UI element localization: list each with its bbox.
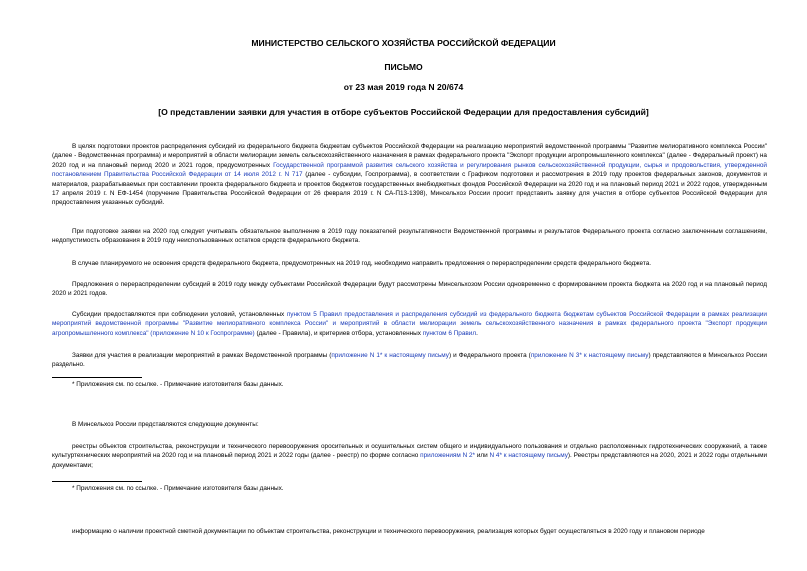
paragraph-8-text-b: или <box>475 452 490 460</box>
paragraph-3: В случае планируемого не освоения средств федерального бюджета, предусмотренных на 2019 год, необходимо направить предложения о перераспределении средств федерального бюджета. <box>72 260 652 267</box>
link-rules-point-6[interactable]: пунктом 6 Правил <box>422 329 477 337</box>
ministry-title: МИНИСТЕРСТВО СЕЛЬСКОГО ХОЗЯЙСТВА РОССИЙСКОЙ ФЕДЕРАЦИИ <box>251 38 556 48</box>
footnote-2: * Приложения см. по ссылке. - Примечание изготовителя базы данных. <box>72 485 284 492</box>
paragraph-6-text-b: ) и Федерального проекта ( <box>448 352 531 359</box>
paragraph-8-text-a: реестры объектов строительства, реконструкции и технического перевооружения оросительных и осушительных систем общего и индивидуального пользования и отдельно расположенных гидротехнических сооружений, а также культуртехнических мероприятий на 2020 год и на плановый период 2021 и 2022 годы (далее - реестр) по форме согласно <box>52 443 767 460</box>
paragraph-6-text-a: Заявки для участия в реализации мероприятий в рамках Ведомственной программы ( <box>72 352 332 359</box>
footnote-1: * Приложения см. по ссылке. - Примечание изготовителя базы данных. <box>72 381 284 388</box>
link-rules-point-5[interactable]: пунктом 5 Правил предоставления и распределения субсидий из федерального бюджета бюджетам субъектов Российской Федерации в рамках реализации мероприятий ведомственной программы "Развитие мелиоративного комплекса России" и мероприятий в области мелиорации земель сельскохозяйственного назначения в рамках федерального проекта "Экспорт продукции агропромышленного комплекса" (приложение N 10 к Госпрограмме) <box>52 311 768 337</box>
paragraph-5-text-a: Субсидии предоставляются при соблюдении условий, установленных <box>72 311 287 318</box>
paragraph-4 <box>52 280 767 299</box>
document-type: ПИСЬМО <box>384 62 423 72</box>
link-appendix-3[interactable]: приложение N 3* к настоящему письму <box>530 352 649 359</box>
paragraph-6 <box>52 351 767 370</box>
paragraph-9: информацию о наличии проектной сметной документации по объектам строительства, реконструкции и технического перевооружения, реализация которых будет осуществляться в 2020 году и плановом периоде <box>72 528 705 535</box>
link-appendix-4[interactable]: N 4* к настоящему письму <box>489 452 568 460</box>
paragraph-1 <box>52 142 767 208</box>
footnote-divider <box>52 377 142 378</box>
document-date: от 23 мая 2019 года N 20/674 <box>343 82 464 92</box>
paragraph-8-text-c: ). Реестры представляются на 2020, 2021 и 2022 годы отдельными документами; <box>52 452 768 469</box>
paragraph-2: При подготовке заявки на 2020 год следует учитывать обязательное выполнение в 2019 году показателей результативности Ведомственной программы и результатов Федерального проекта согласно заключенным соглашениям, недопустимость образования в 2019 году неиспользованных остатков средств федерального бюджета. <box>52 228 767 245</box>
footnote-divider-2 <box>52 481 142 482</box>
paragraph-5-text-b: (далее - Правила), и критериев отбора, установленных <box>254 329 423 337</box>
paragraph-8 <box>52 442 767 470</box>
paragraph-7: В Минсельхоз России представляются следующие документы: <box>72 421 259 428</box>
link-appendix-2[interactable]: приложениям N 2* <box>420 452 476 460</box>
document-subject: [О представлении заявки для участия в отборе субъектов Российской Федерации для предоставления субсидий] <box>158 107 649 117</box>
link-appendix-1[interactable]: приложение N 1* к настоящему письму <box>331 352 449 359</box>
paragraph-5 <box>52 310 767 338</box>
paragraph-6-text-c: ) представляются в Минсельхоз России раздельно. <box>52 352 768 369</box>
paragraph-1-text-b: (далее - субсидии, Госпрограмма), в соответствии с Графиком подготовки и рассмотрения в 2019 году проектов федеральных законов, документов и материалов, разрабатываемых при составлении проекта федерального бюджета и проектов бюджетов государственных внебюджетных фондов Российской Федерации на 2020 год и на плановый период 2021 и 2022 годов, утвержденным 17 апреля 2019 г. N ЕФ-1454 (поручение Правительства Российской Федерации от 26 февраля 2019 г. N СА-П13-1398), Минсельхоз России просит представить заявку для участия в отборе субъектов Российской Федерации для предоставления указанных субсидий. <box>52 171 767 207</box>
link-gosprogramma[interactable]: Государственной программой развития сельского хозяйства и регулирования рынков сельскохозяйственной продукции, сырья и продовольствия, утвержденной постановлением Правительства Российской Федерации от 14 июля 2012 г. N 717 <box>52 161 767 179</box>
paragraph-5-text-c: . <box>476 329 478 337</box>
paragraph-1-text-a: В целях подготовки проектов распределения субсидий из федерального бюджета бюджетам субъектов Российской Федерации на реализацию мероприятий ведомственной программы "Развитие мелиоративного комплекса России" (далее - Ведомственная программа) и мероприятий в области мелиорации земель сельскохозяйственного назначения в рамках федерального проекта "Экспорт продукции агропромышленного комплекса" (далее - Федеральный проект) на 2020 год и на плановый период 2020 и 2021 годов, предусмотренных <box>52 143 767 169</box>
paragraph-4-text: Предложения о перераспределении субсидий в 2019 году между субъектами Российской Федерации будут рассмотрены Минсельхозом России одновременно с формированием проекта бюджета на 2020 год и на плановый период 2020 и 2021 годов. <box>52 281 767 298</box>
